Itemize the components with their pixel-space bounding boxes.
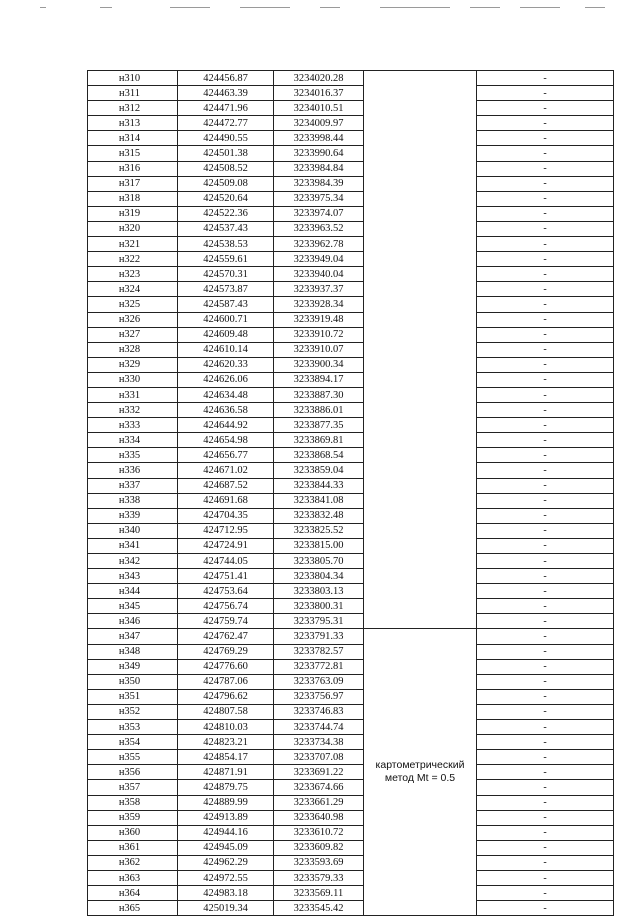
scan-artifact-header <box>40 4 620 12</box>
accuracy-cell: - <box>477 674 614 689</box>
x-coordinate-cell: 424671.02 <box>178 463 274 478</box>
y-coordinate-cell: 3233990.64 <box>274 146 364 161</box>
x-coordinate-cell: 424796.62 <box>178 689 274 704</box>
y-coordinate-cell: 3233640.98 <box>274 810 364 825</box>
table-row <box>88 765 614 780</box>
table-row <box>88 569 614 584</box>
accuracy-cell: - <box>477 720 614 735</box>
point-name-cell: н323 <box>88 267 178 282</box>
x-coordinate-cell: 424587.43 <box>178 297 274 312</box>
y-coordinate-cell: 3233841.08 <box>274 493 364 508</box>
table-row <box>88 161 614 176</box>
y-coordinate-cell: 3233674.66 <box>274 780 364 795</box>
y-coordinate-cell: 3233804.34 <box>274 569 364 584</box>
point-name-cell: н358 <box>88 795 178 810</box>
y-coordinate-cell: 3233744.74 <box>274 720 364 735</box>
table-row <box>88 901 614 916</box>
table-row <box>88 629 614 644</box>
table-row <box>88 508 614 523</box>
point-name-cell: н316 <box>88 161 178 176</box>
table-row <box>88 403 614 418</box>
y-coordinate-cell: 3233844.33 <box>274 478 364 493</box>
x-coordinate-cell: 424889.99 <box>178 795 274 810</box>
point-name-cell: н336 <box>88 463 178 478</box>
accuracy-cell: - <box>477 327 614 342</box>
accuracy-cell: - <box>477 312 614 327</box>
point-name-cell: н319 <box>88 206 178 221</box>
accuracy-cell: - <box>477 795 614 810</box>
point-name-cell: н328 <box>88 342 178 357</box>
accuracy-cell: - <box>477 901 614 916</box>
table-row <box>88 689 614 704</box>
x-coordinate-cell: 424983.18 <box>178 886 274 901</box>
accuracy-cell: - <box>477 71 614 86</box>
y-coordinate-cell: 3233859.04 <box>274 463 364 478</box>
accuracy-cell: - <box>477 554 614 569</box>
point-name-cell: н330 <box>88 372 178 387</box>
point-name-cell: н335 <box>88 448 178 463</box>
y-coordinate-cell: 3233569.11 <box>274 886 364 901</box>
table-row <box>88 886 614 901</box>
point-name-cell: н333 <box>88 418 178 433</box>
point-name-cell: н348 <box>88 644 178 659</box>
x-coordinate-cell: 424944.16 <box>178 825 274 840</box>
x-coordinate-cell: 424573.87 <box>178 282 274 297</box>
x-coordinate-cell: 424501.38 <box>178 146 274 161</box>
x-coordinate-cell: 424609.48 <box>178 327 274 342</box>
point-name-cell: н359 <box>88 810 178 825</box>
point-name-cell: н315 <box>88 146 178 161</box>
y-coordinate-cell: 3233940.04 <box>274 267 364 282</box>
coordinates-table <box>87 70 614 916</box>
accuracy-cell: - <box>477 735 614 750</box>
y-coordinate-cell: 3233975.34 <box>274 191 364 206</box>
point-name-cell: н342 <box>88 554 178 569</box>
accuracy-cell: - <box>477 342 614 357</box>
table-row <box>88 221 614 236</box>
y-coordinate-cell: 3233609.82 <box>274 840 364 855</box>
table-row <box>88 327 614 342</box>
accuracy-cell: - <box>477 237 614 252</box>
accuracy-cell: - <box>477 508 614 523</box>
x-coordinate-cell: 424537.43 <box>178 221 274 236</box>
x-coordinate-cell: 424490.55 <box>178 131 274 146</box>
x-coordinate-cell: 424620.33 <box>178 357 274 372</box>
accuracy-cell: - <box>477 463 614 478</box>
table-row <box>88 418 614 433</box>
accuracy-cell: - <box>477 855 614 870</box>
accuracy-cell: - <box>477 689 614 704</box>
y-coordinate-cell: 3234016.37 <box>274 86 364 101</box>
point-name-cell: н361 <box>88 840 178 855</box>
point-name-cell: н339 <box>88 508 178 523</box>
table-row <box>88 267 614 282</box>
table-row <box>88 870 614 885</box>
x-coordinate-cell: 424522.36 <box>178 206 274 221</box>
point-name-cell: н356 <box>88 765 178 780</box>
point-name-cell: н317 <box>88 176 178 191</box>
accuracy-cell: - <box>477 161 614 176</box>
method-cell-empty <box>364 71 477 629</box>
table-row <box>88 840 614 855</box>
accuracy-cell: - <box>477 599 614 614</box>
y-coordinate-cell: 3233974.07 <box>274 206 364 221</box>
table-row <box>88 599 614 614</box>
table-row <box>88 387 614 402</box>
table-row <box>88 674 614 689</box>
point-name-cell: н341 <box>88 538 178 553</box>
point-name-cell: н363 <box>88 870 178 885</box>
point-name-cell: н345 <box>88 599 178 614</box>
accuracy-cell: - <box>477 644 614 659</box>
x-coordinate-cell: 424810.03 <box>178 720 274 735</box>
y-coordinate-cell: 3233886.01 <box>274 403 364 418</box>
point-name-cell: н324 <box>88 282 178 297</box>
x-coordinate-cell: 424724.91 <box>178 538 274 553</box>
y-coordinate-cell: 3233734.38 <box>274 735 364 750</box>
y-coordinate-cell: 3233887.30 <box>274 387 364 402</box>
method-note-cell: картометрический метод Mt = 0.5 <box>364 629 477 916</box>
table-row <box>88 704 614 719</box>
point-name-cell: н347 <box>88 629 178 644</box>
x-coordinate-cell: 424762.47 <box>178 629 274 644</box>
y-coordinate-cell: 3233593.69 <box>274 855 364 870</box>
x-coordinate-cell: 424538.53 <box>178 237 274 252</box>
point-name-cell: н362 <box>88 855 178 870</box>
point-name-cell: н354 <box>88 735 178 750</box>
table-row <box>88 720 614 735</box>
y-coordinate-cell: 3233869.81 <box>274 433 364 448</box>
x-coordinate-cell: 424823.21 <box>178 735 274 750</box>
table-row <box>88 116 614 131</box>
table-row <box>88 297 614 312</box>
y-coordinate-cell: 3233763.09 <box>274 674 364 689</box>
y-coordinate-cell: 3233900.34 <box>274 357 364 372</box>
table-row <box>88 750 614 765</box>
table-row <box>88 735 614 750</box>
y-coordinate-cell: 3233963.52 <box>274 221 364 236</box>
table-row <box>88 71 614 86</box>
table-row <box>88 523 614 538</box>
x-coordinate-cell: 424769.29 <box>178 644 274 659</box>
table-row <box>88 825 614 840</box>
table-row <box>88 282 614 297</box>
x-coordinate-cell: 424972.55 <box>178 870 274 885</box>
x-coordinate-cell: 424744.05 <box>178 554 274 569</box>
x-coordinate-cell: 424691.68 <box>178 493 274 508</box>
x-coordinate-cell: 424776.60 <box>178 659 274 674</box>
x-coordinate-cell: 424634.48 <box>178 387 274 402</box>
x-coordinate-cell: 424610.14 <box>178 342 274 357</box>
x-coordinate-cell: 424687.52 <box>178 478 274 493</box>
point-name-cell: н327 <box>88 327 178 342</box>
y-coordinate-cell: 3234020.28 <box>274 71 364 86</box>
table-row <box>88 810 614 825</box>
y-coordinate-cell: 3233545.42 <box>274 901 364 916</box>
table-row <box>88 478 614 493</box>
y-coordinate-cell: 3233910.07 <box>274 342 364 357</box>
x-coordinate-cell: 424644.92 <box>178 418 274 433</box>
accuracy-cell: - <box>477 191 614 206</box>
point-name-cell: н320 <box>88 221 178 236</box>
x-coordinate-cell: 424463.39 <box>178 86 274 101</box>
point-name-cell: н343 <box>88 569 178 584</box>
accuracy-cell: - <box>477 704 614 719</box>
table-row <box>88 206 614 221</box>
x-coordinate-cell: 424471.96 <box>178 101 274 116</box>
y-coordinate-cell: 3233610.72 <box>274 825 364 840</box>
accuracy-cell: - <box>477 433 614 448</box>
x-coordinate-cell: 424759.74 <box>178 614 274 629</box>
accuracy-cell: - <box>477 584 614 599</box>
y-coordinate-cell: 3233919.48 <box>274 312 364 327</box>
point-name-cell: н334 <box>88 433 178 448</box>
point-name-cell: н329 <box>88 357 178 372</box>
x-coordinate-cell: 424854.17 <box>178 750 274 765</box>
table-row <box>88 101 614 116</box>
y-coordinate-cell: 3233800.31 <box>274 599 364 614</box>
point-name-cell: н331 <box>88 387 178 402</box>
y-coordinate-cell: 3233998.44 <box>274 131 364 146</box>
accuracy-cell: - <box>477 86 614 101</box>
table-row <box>88 493 614 508</box>
x-coordinate-cell: 424472.77 <box>178 116 274 131</box>
table-row <box>88 855 614 870</box>
x-coordinate-cell: 424626.06 <box>178 372 274 387</box>
y-coordinate-cell: 3233815.00 <box>274 538 364 553</box>
y-coordinate-cell: 3233949.04 <box>274 252 364 267</box>
x-coordinate-cell: 424712.95 <box>178 523 274 538</box>
x-coordinate-cell: 424570.31 <box>178 267 274 282</box>
y-coordinate-cell: 3233795.31 <box>274 614 364 629</box>
y-coordinate-cell: 3233832.48 <box>274 508 364 523</box>
accuracy-cell: - <box>477 569 614 584</box>
accuracy-cell: - <box>477 523 614 538</box>
table-row <box>88 644 614 659</box>
y-coordinate-cell: 3233877.35 <box>274 418 364 433</box>
accuracy-cell: - <box>477 116 614 131</box>
table-row <box>88 357 614 372</box>
point-name-cell: н351 <box>88 689 178 704</box>
table-row <box>88 252 614 267</box>
accuracy-cell: - <box>477 206 614 221</box>
y-coordinate-cell: 3233803.13 <box>274 584 364 599</box>
point-name-cell: н353 <box>88 720 178 735</box>
accuracy-cell: - <box>477 614 614 629</box>
accuracy-cell: - <box>477 418 614 433</box>
table-row <box>88 342 614 357</box>
accuracy-cell: - <box>477 448 614 463</box>
y-coordinate-cell: 3233579.33 <box>274 870 364 885</box>
table-row <box>88 554 614 569</box>
x-coordinate-cell: 424753.64 <box>178 584 274 599</box>
y-coordinate-cell: 3233937.37 <box>274 282 364 297</box>
table-row <box>88 448 614 463</box>
y-coordinate-cell: 3234009.97 <box>274 116 364 131</box>
accuracy-cell: - <box>477 131 614 146</box>
accuracy-cell: - <box>477 886 614 901</box>
point-name-cell: н357 <box>88 780 178 795</box>
accuracy-cell: - <box>477 252 614 267</box>
x-coordinate-cell: 424871.91 <box>178 765 274 780</box>
accuracy-cell: - <box>477 765 614 780</box>
table-row <box>88 176 614 191</box>
accuracy-cell: - <box>477 267 614 282</box>
x-coordinate-cell: 424945.09 <box>178 840 274 855</box>
accuracy-cell: - <box>477 297 614 312</box>
x-coordinate-cell: 424600.71 <box>178 312 274 327</box>
accuracy-cell: - <box>477 825 614 840</box>
accuracy-cell: - <box>477 810 614 825</box>
x-coordinate-cell: 424654.98 <box>178 433 274 448</box>
table-row <box>88 780 614 795</box>
point-name-cell: н321 <box>88 237 178 252</box>
point-name-cell: н310 <box>88 71 178 86</box>
x-coordinate-cell: 424520.64 <box>178 191 274 206</box>
table-row <box>88 312 614 327</box>
point-name-cell: н338 <box>88 493 178 508</box>
accuracy-cell: - <box>477 403 614 418</box>
point-name-cell: н340 <box>88 523 178 538</box>
table-row <box>88 372 614 387</box>
point-name-cell: н349 <box>88 659 178 674</box>
point-name-cell: н364 <box>88 886 178 901</box>
y-coordinate-cell: 3233791.33 <box>274 629 364 644</box>
x-coordinate-cell: 424879.75 <box>178 780 274 795</box>
x-coordinate-cell: 425019.34 <box>178 901 274 916</box>
point-name-cell: н311 <box>88 86 178 101</box>
point-name-cell: н314 <box>88 131 178 146</box>
x-coordinate-cell: 424456.87 <box>178 71 274 86</box>
point-name-cell: н332 <box>88 403 178 418</box>
point-name-cell: н365 <box>88 901 178 916</box>
y-coordinate-cell: 3233691.22 <box>274 765 364 780</box>
y-coordinate-cell: 3233707.08 <box>274 750 364 765</box>
x-coordinate-cell: 424636.58 <box>178 403 274 418</box>
table-row <box>88 433 614 448</box>
table-row <box>88 146 614 161</box>
x-coordinate-cell: 424807.58 <box>178 704 274 719</box>
accuracy-cell: - <box>477 101 614 116</box>
table-row <box>88 131 614 146</box>
accuracy-cell: - <box>477 840 614 855</box>
point-name-cell: н326 <box>88 312 178 327</box>
accuracy-cell: - <box>477 870 614 885</box>
point-name-cell: н360 <box>88 825 178 840</box>
y-coordinate-cell: 3233772.81 <box>274 659 364 674</box>
y-coordinate-cell: 3233868.54 <box>274 448 364 463</box>
y-coordinate-cell: 3233756.97 <box>274 689 364 704</box>
x-coordinate-cell: 424559.61 <box>178 252 274 267</box>
x-coordinate-cell: 424704.35 <box>178 508 274 523</box>
table-row <box>88 584 614 599</box>
y-coordinate-cell: 3233661.29 <box>274 795 364 810</box>
point-name-cell: н350 <box>88 674 178 689</box>
accuracy-cell: - <box>477 221 614 236</box>
accuracy-cell: - <box>477 780 614 795</box>
y-coordinate-cell: 3234010.51 <box>274 101 364 116</box>
y-coordinate-cell: 3233825.52 <box>274 523 364 538</box>
table-row <box>88 86 614 101</box>
point-name-cell: н318 <box>88 191 178 206</box>
table-row <box>88 614 614 629</box>
point-name-cell: н325 <box>88 297 178 312</box>
accuracy-cell: - <box>477 750 614 765</box>
accuracy-cell: - <box>477 629 614 644</box>
table-row <box>88 795 614 810</box>
point-name-cell: н355 <box>88 750 178 765</box>
accuracy-cell: - <box>477 146 614 161</box>
accuracy-cell: - <box>477 387 614 402</box>
y-coordinate-cell: 3233910.72 <box>274 327 364 342</box>
point-name-cell: н346 <box>88 614 178 629</box>
x-coordinate-cell: 424787.06 <box>178 674 274 689</box>
accuracy-cell: - <box>477 176 614 191</box>
accuracy-cell: - <box>477 372 614 387</box>
point-name-cell: н344 <box>88 584 178 599</box>
y-coordinate-cell: 3233962.78 <box>274 237 364 252</box>
x-coordinate-cell: 424751.41 <box>178 569 274 584</box>
accuracy-cell: - <box>477 493 614 508</box>
table-row <box>88 538 614 553</box>
point-name-cell: н337 <box>88 478 178 493</box>
point-name-cell: н322 <box>88 252 178 267</box>
table-row <box>88 191 614 206</box>
accuracy-cell: - <box>477 659 614 674</box>
y-coordinate-cell: 3233984.84 <box>274 161 364 176</box>
accuracy-cell: - <box>477 538 614 553</box>
y-coordinate-cell: 3233928.34 <box>274 297 364 312</box>
table-row <box>88 237 614 252</box>
y-coordinate-cell: 3233746.83 <box>274 704 364 719</box>
y-coordinate-cell: 3233894.17 <box>274 372 364 387</box>
y-coordinate-cell: 3233805.70 <box>274 554 364 569</box>
table-row <box>88 463 614 478</box>
x-coordinate-cell: 424656.77 <box>178 448 274 463</box>
coordinates-table-body <box>88 71 614 916</box>
point-name-cell: н352 <box>88 704 178 719</box>
x-coordinate-cell: 424508.52 <box>178 161 274 176</box>
x-coordinate-cell: 424913.89 <box>178 810 274 825</box>
point-name-cell: н313 <box>88 116 178 131</box>
y-coordinate-cell: 3233782.57 <box>274 644 364 659</box>
x-coordinate-cell: 424962.29 <box>178 855 274 870</box>
accuracy-cell: - <box>477 282 614 297</box>
accuracy-cell: - <box>477 357 614 372</box>
point-name-cell: н312 <box>88 101 178 116</box>
x-coordinate-cell: 424509.08 <box>178 176 274 191</box>
x-coordinate-cell: 424756.74 <box>178 599 274 614</box>
accuracy-cell: - <box>477 478 614 493</box>
y-coordinate-cell: 3233984.39 <box>274 176 364 191</box>
table-row <box>88 659 614 674</box>
